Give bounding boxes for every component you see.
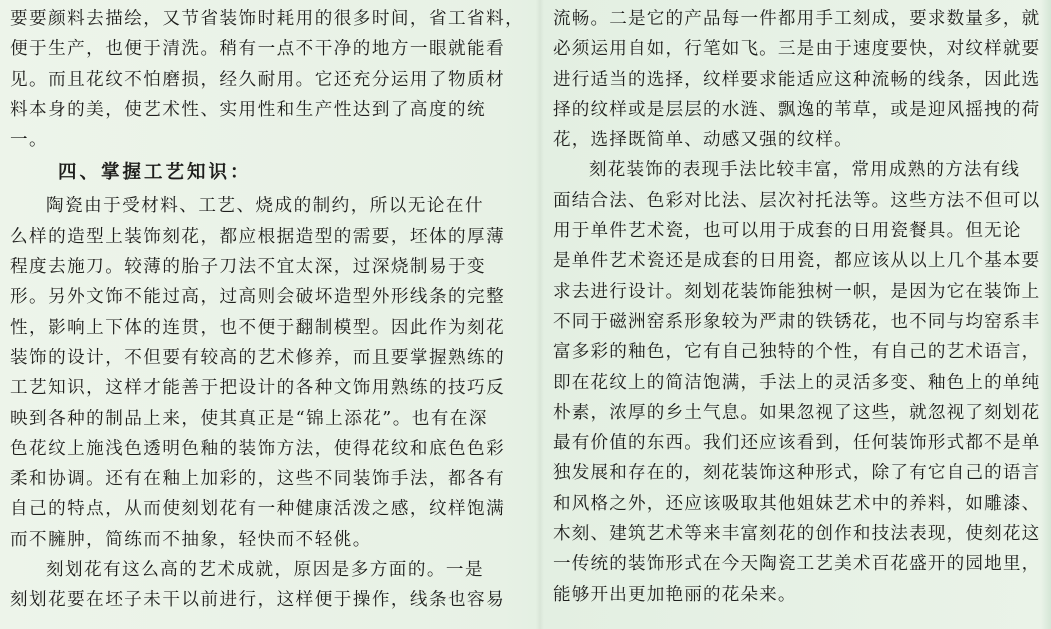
text-line: 么样的造型上装饰刻花，都应根据造型的需要，坯体的厚薄	[10, 226, 506, 247]
text-line: 流畅。二是它的产品每一件都用手工刻成，要求数量多，就	[553, 9, 1041, 29]
text-line: 形。另外文饰不能过高，过高则会破坏造型外形线条的完整	[10, 287, 506, 308]
text-line: 而不臃肿，简练而不抽象，轻快而不轻佻。	[10, 529, 372, 550]
text-line: 能够开出更加艳丽的花朵来。	[553, 584, 797, 605]
text-line: 便于生产，也便于清洗。稍有一点不干净的地方一眼就能看	[10, 39, 506, 60]
left-column	[10, 4, 526, 625]
right-column	[553, 4, 1045, 625]
text-line: 择的纹样或是层层的水涟、飘逸的苇草，或是迎风摇拽的荷	[553, 99, 1041, 120]
page-edge-shade	[1041, 0, 1051, 629]
text-line: 进行适当的选择，纹样要求能适应这种流畅的线条，因此选	[553, 69, 1041, 90]
text-line: 性，影响上下体的连贯，也不便于翻制模型。因此作为刻花	[10, 317, 506, 338]
text-line: 一。	[10, 130, 49, 151]
text-line: 富多彩的釉色，它有自己独特的个性，有自己的艺术语言，	[553, 342, 1041, 363]
text-line: 和风格之外，还应该吸取其他姐妹艺术中的养料，如雕漆、	[553, 493, 1041, 514]
text-line: 木刻、建筑艺术等来丰富刻花的创作和技法表现，使刻花这	[553, 524, 1041, 545]
text-line: 面结合法、色彩对比法、层次衬托法等。这些方法不但可以	[553, 190, 1041, 211]
text-line: 独发展和存在的，刻花装饰这种形式，除了有它自己的语言	[553, 463, 1041, 484]
text-line: 一传统的装饰形式在今天陶瓷工艺美术百花盛开的园地里，	[553, 554, 1041, 575]
text-line: 即在花纹上的简洁饱满，手法上的灵活多变、釉色上的单纯	[553, 372, 1041, 393]
text-line: 柔和协调。还有在釉上加彩的，这些不同装饰手法，都各有	[10, 469, 506, 490]
text-line: 最有价值的东西。我们还应该看到，任何装饰形式都不是单	[553, 433, 1041, 454]
text-line: 料本身的美，使艺术性、实用性和生产性达到了高度的统	[10, 99, 487, 120]
text-line: 见。而且花纹不怕磨损，经久耐用。它还充分运用了物质材	[10, 69, 506, 90]
text-line: 是单件艺术瓷还是成套的日用瓷，都应该从以上几个基本要	[553, 251, 1041, 272]
paragraph-start-line: 刻花装饰的表现手法比较丰富，常用成熟的方法有线	[589, 160, 1021, 181]
text-line: 色花纹上施浅色透明色釉的装饰方法，使得花纹和底色色彩	[10, 438, 506, 459]
text-line: 自己的特点，从而使刻划花有一种健康活泼之感，纹样饱满	[10, 499, 506, 520]
text-line: 朴素，浓厚的乡土气息。如果忽视了这些，就忽视了刻划花	[553, 402, 1041, 423]
text-line: 求去进行设计。刻划花装饰能独树一帜，是因为它在装饰上	[553, 281, 1041, 302]
text-line: 要要颜料去描绘，又节省装饰时耗用的很多时间，省工省料，	[10, 9, 525, 29]
text-line: 装饰的设计，不但要有较高的艺术修养，而且要掌握熟练的	[10, 347, 506, 368]
page-gutter	[536, 0, 544, 629]
paragraph-start-line: 刻划花有这么高的艺术成就，原因是多方面的。一是	[46, 560, 485, 581]
text-line: 花，选择既简单、动感又强的纹样。	[553, 130, 853, 151]
section-heading: 四、掌握工艺知识：	[58, 162, 252, 184]
text-line: 刻划花要在坯子未干以前进行，这样便于操作，线条也容易	[10, 590, 506, 611]
text-line: 用于单件艺术瓷，也可以用于成套的日用瓷餐具。但无论	[553, 221, 1022, 242]
text-line: 工艺知识，这样才能善于把设计的各种文饰用熟练的技巧反	[10, 378, 506, 399]
text-line: 必须运用自如，行笔如飞。三是由于速度要快，对纹样就要	[553, 39, 1041, 60]
text-line: 不同于磁洲窑系形象较为严肃的铁锈花，也不同与均窑系丰	[553, 311, 1041, 332]
text-line: 映到各种的制品上来，使其真正是“锦上添花”。也有在深	[10, 408, 488, 429]
text-line: 程度去施刀。较薄的胎子刀法不宜太深，过深烧制易于变	[10, 257, 487, 278]
paragraph-start-line: 陶瓷由于受材料、工艺、烧成的制约，所以无论在什	[46, 196, 485, 217]
